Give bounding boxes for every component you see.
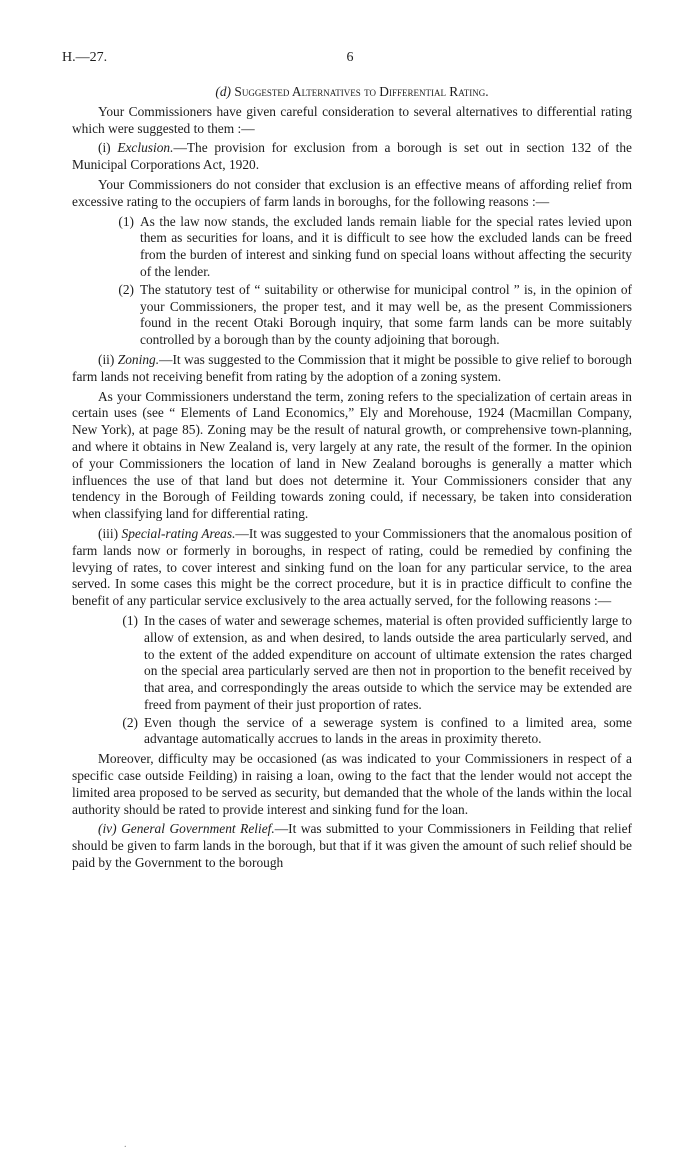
section-title: Suggested Alternatives to Differential Rating. <box>234 84 489 99</box>
list-item <box>72 214 632 281</box>
special-rating-number: (iii) <box>98 525 119 541</box>
government-relief-number: (iv) <box>98 821 117 837</box>
exclusion-view-paragraph: Your Commissioners do not consider that exclusion is an effective means of affording relief from excessive rating to the occupiers of farm lands in boroughs, for the following reasons :— <box>72 176 632 209</box>
zoning-paragraph <box>72 352 632 386</box>
exclusion-number: (i) <box>98 140 111 156</box>
list-item <box>72 282 632 349</box>
exclusion-paragraph <box>72 140 632 174</box>
exclusion-text: —The provision for exclusion from a borough is set out in section 132 of the Municipal Corporations Act, 1920. <box>72 140 632 173</box>
list-item <box>72 715 632 749</box>
list-item-number: (1) <box>122 612 138 628</box>
exclusion-reasons-list <box>72 214 632 349</box>
footer-mark: . <box>124 1139 127 1150</box>
exclusion-heading: Exclusion. <box>117 140 174 156</box>
list-item-text: As the law now stands, the excluded lands remain liable for the special rates levied upon them as securities for loans, and it is difficult to see how the excluded lands can be freed from the burden of interest and sinking fund on special loans without affecting the security of the lender. <box>140 213 632 279</box>
special-rating-reasons-list <box>72 613 632 748</box>
page-number: 6 <box>346 50 354 65</box>
list-item-number: (1) <box>118 213 134 229</box>
document-body <box>72 84 632 875</box>
zoning-number: (ii) <box>98 351 115 367</box>
document-reference: H.—27. <box>62 50 108 65</box>
zoning-view-paragraph: As your Commissioners understand the term, zoning refers to the specialization of certain areas in certain uses (see “ Elements of Land Economics,” Ely and Morehouse, 1924 (Macmillan Company, New York), at page 85). Zoning may be the result of natural growth, or comprehensive town-planning, and where it obtains in New Zealand is, very largely at any rate, the result of the former. In the opinion of your Commissioners the location of land in New Zealand boroughs is generally a matter which influences the use of that land but does not determine it. Your Commissioners consider that any tendency in the Borough of Feilding towards zoning could, if necessary, be taken into consideration when classifying land for differential rating. <box>72 388 632 522</box>
list-item-text: The statutory test of “ suitability or otherwise for municipal control ” is, in the opinion of your Commissioners, the proper test, and it may well be, as the present Commissioners found in the recent Otaki Borough inquiry, that some farm lands can be more suitably controlled by a borough than by the county adjoining that borough. <box>140 281 632 348</box>
page-header <box>62 50 638 68</box>
list-item-text: In the cases of water and sewerage schemes, material is often provided sufficiently large to allow of extension, as and when desired, to lands outside the area particularly served, and to the extent of the added expenditure on account of ultimate extension the rates charged on the special area particularly served are then not in proportion to the benefit received by that area, and correspondingly the areas outside to which the service may be extended are freed from payment of their just proportion of rates. <box>144 612 632 712</box>
list-item <box>72 613 632 714</box>
government-relief-paragraph <box>72 821 632 871</box>
government-relief-text: —It was submitted to your Commissioners in Feilding that relief should be given to farm lands in the borough, but that if it was given the amount of such relief should be paid by the Government to the borough <box>72 821 632 871</box>
list-item-number: (2) <box>118 281 134 297</box>
special-rating-text: —It was suggested to your Commissioners that the anomalous position of farm lands now or formerly in boroughs, in respect of rating, could be remedied by confining the levying of rates, to cover interest and sinking fund on the loan for any particular service, to the area served. In some cases this might be the correct procedure, but it is in practice difficult to confine the benefit of any particular service exclusively to the area actually served, for the following reasons :— <box>72 525 632 609</box>
intro-paragraph: Your Commissioners have given careful consideration to several alternatives to differential rating which were suggested to them :— <box>72 103 632 136</box>
government-relief-heading: General Government Relief. <box>121 821 275 837</box>
section-label: (d) <box>215 84 232 99</box>
zoning-text: —It was suggested to the Commission that it might be possible to give relief to borough farm lands not receiving benefit from rating by the adoption of a zoning system. <box>72 351 632 384</box>
section-heading <box>72 84 632 101</box>
moreover-paragraph: Moreover, difficulty may be occasioned (as was indicated to your Commissioners in respect of a specific case outside Feilding) in raising a loan, owing to the fact that the lender would not accept the limited area proposed to be served as security, but demanded that the whole of the lands within the local authority should be rated to provide interest and sinking fund for the loan. <box>72 751 632 817</box>
list-item-text: Even though the service of a sewerage system is confined to a limited area, some advantage automatically accrues to lands in the areas in proximity thereto. <box>144 714 632 747</box>
list-item-number: (2) <box>122 714 138 730</box>
special-rating-heading: Special-rating Areas. <box>121 525 236 541</box>
zoning-heading: Zoning. <box>117 351 160 367</box>
special-rating-paragraph <box>72 526 632 610</box>
